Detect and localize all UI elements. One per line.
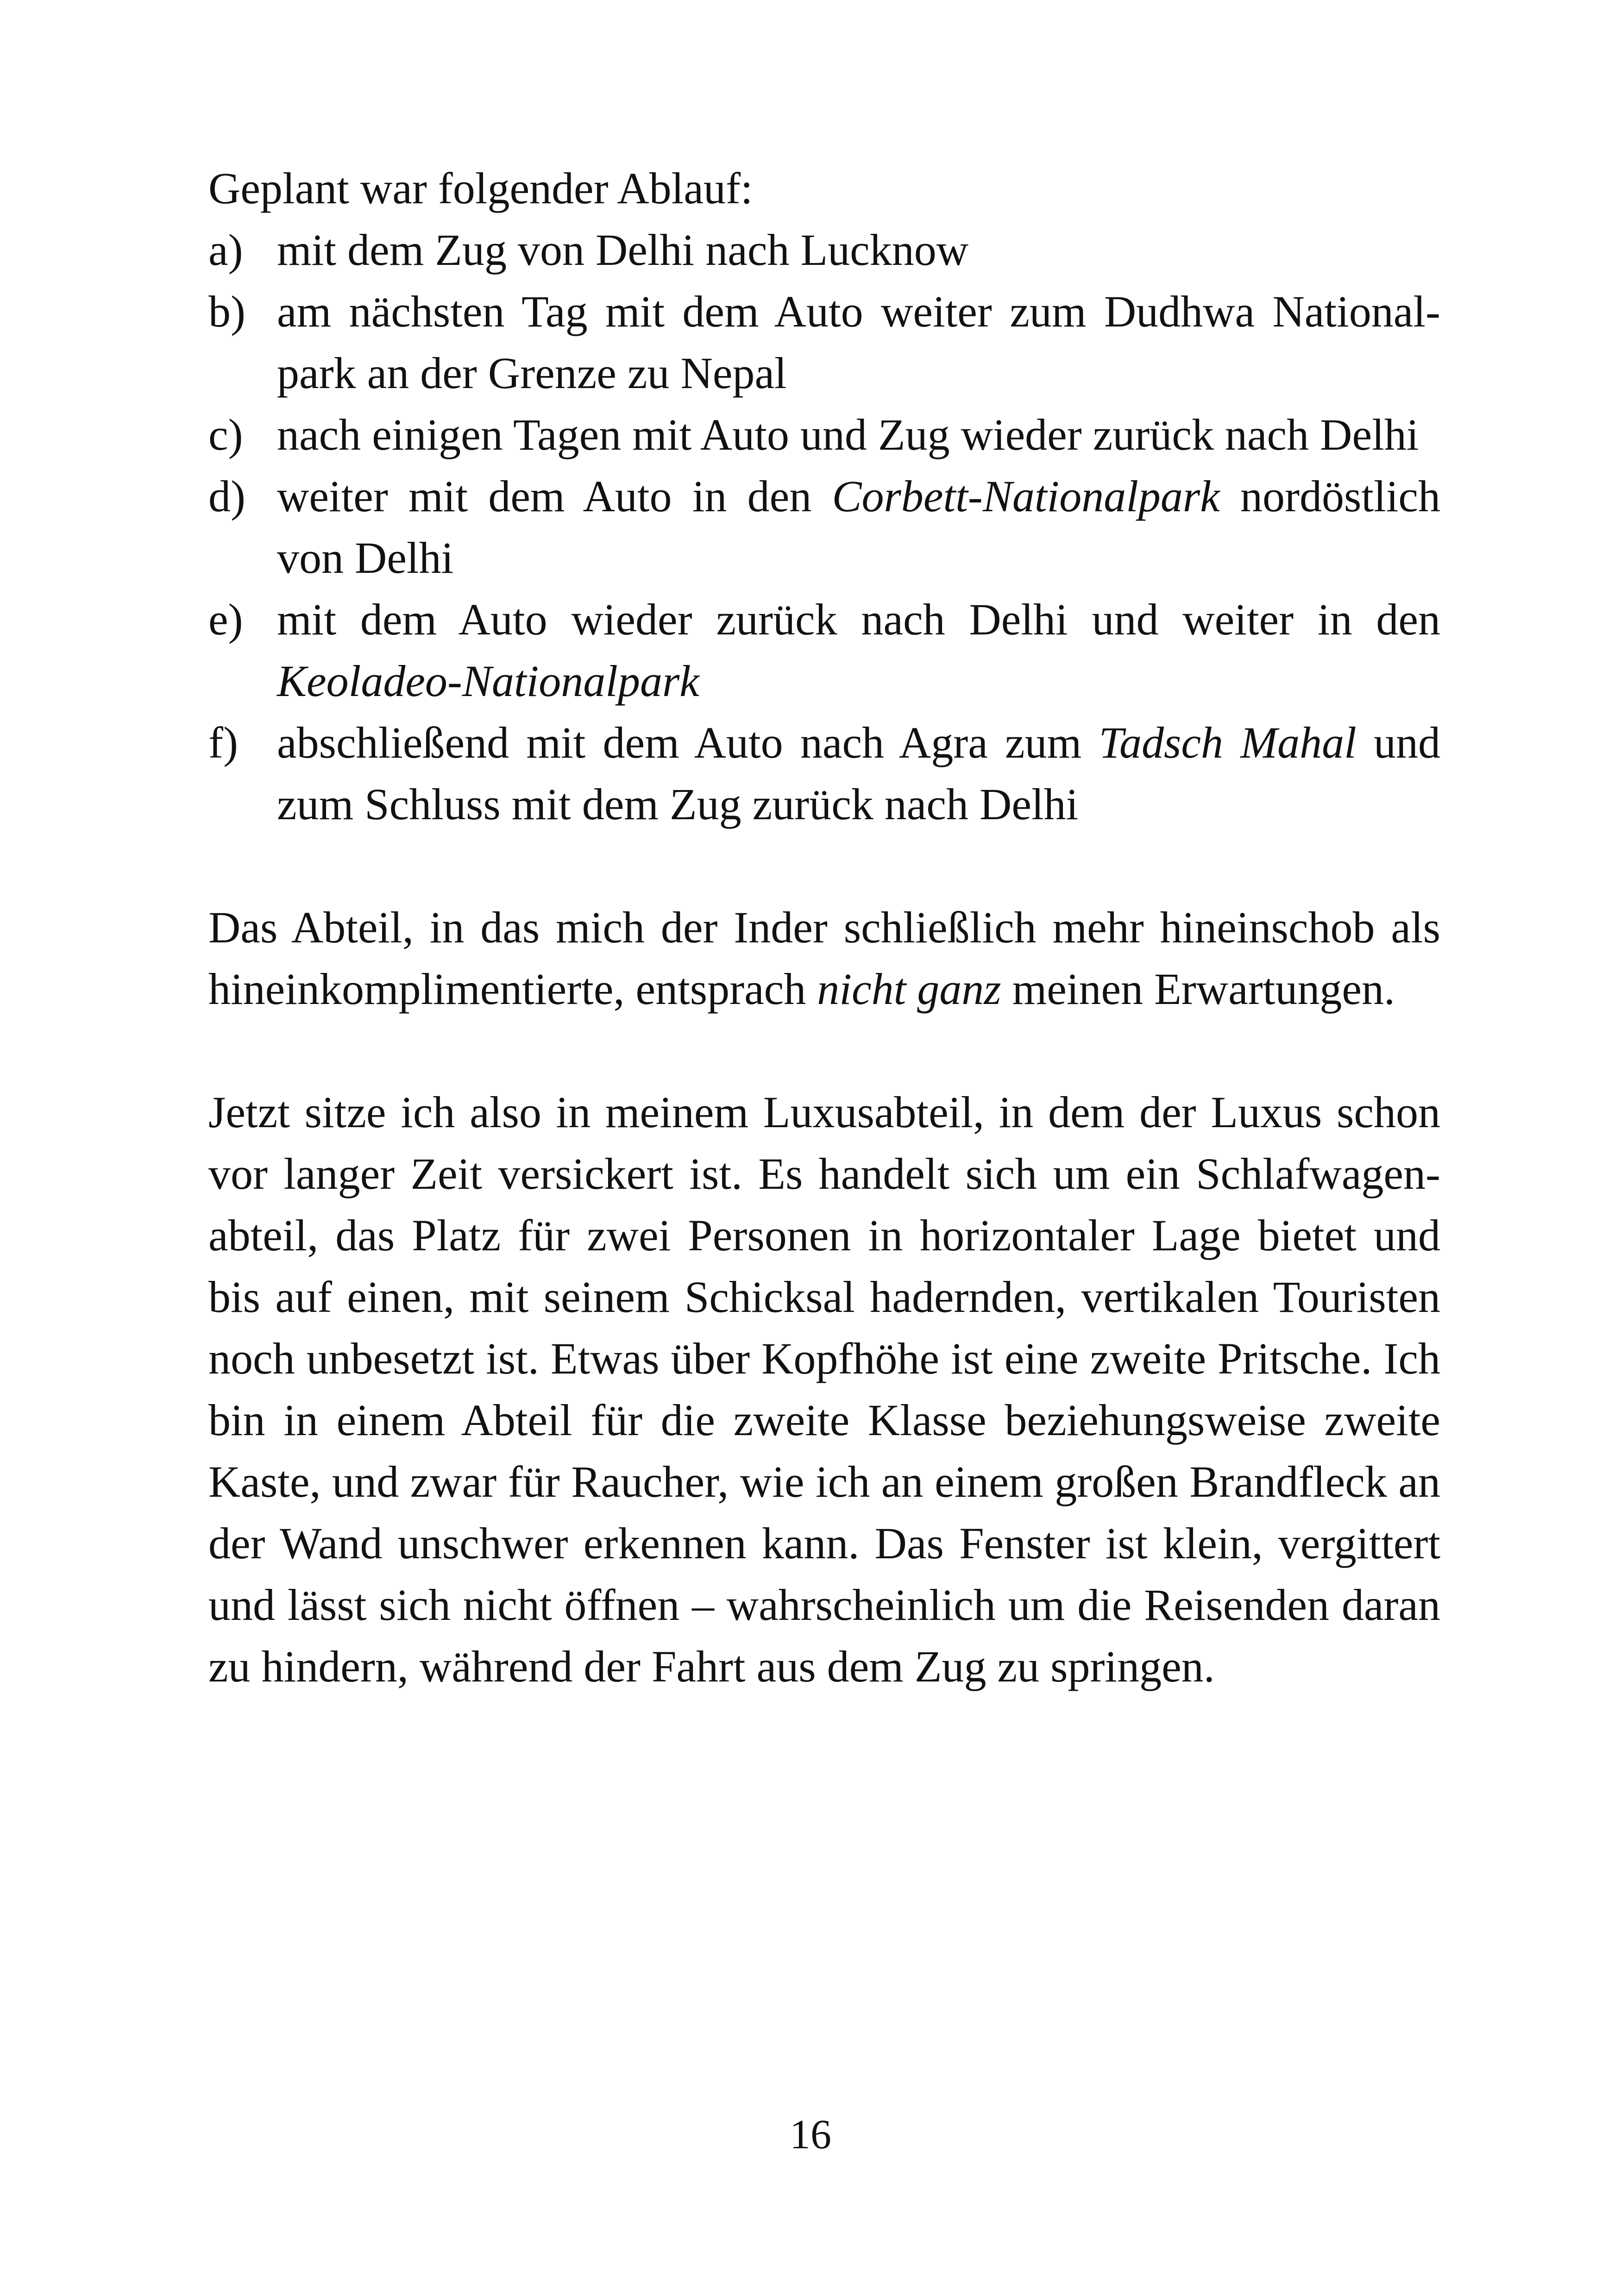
item-text-part: mit dem Zug von Delhi nach Lucknow [277, 225, 969, 275]
item-marker: e) [208, 595, 243, 644]
travel-schedule-list [208, 219, 1440, 835]
item-text-part: mit dem Auto wieder zurück nach Delhi und weiter in den [277, 595, 1440, 644]
schedule-item [208, 404, 1440, 465]
item-text-part: nordöstlich von Delhi [277, 471, 1441, 583]
item-text [277, 219, 1440, 281]
item-text [277, 712, 1440, 835]
item-text [277, 281, 1440, 404]
page-number: 16 [790, 2112, 831, 2158]
landmark-name-italic: Tadsch Mahal [1099, 718, 1357, 767]
paragraph-text: Das Abteil, in das mich der Inder schließlich mehr hineinschob als hineinkomplimentierte, entsprach [208, 903, 1440, 1014]
paragraph-gap [208, 835, 1440, 897]
schedule-item [208, 219, 1440, 281]
schedule-item [208, 281, 1440, 404]
schedule-item [208, 465, 1440, 589]
item-marker: f) [208, 718, 238, 767]
park-name-italic: Keoladeo-Nationalpark [277, 656, 699, 706]
intro-line: Geplant war folgender Ablauf: [208, 163, 753, 213]
schedule-item [208, 712, 1440, 835]
item-text-part: weiter mit dem Auto in den [277, 471, 832, 521]
page-body [208, 157, 1440, 1697]
item-text [277, 465, 1440, 589]
item-marker: c) [208, 410, 243, 459]
item-text-part: abschließend mit dem Auto nach Agra zum [277, 718, 1099, 767]
item-text [277, 404, 1440, 465]
park-name-italic: Corbett-Nationalpark [832, 471, 1220, 521]
paragraph-text: meinen Erwartungen. [1001, 964, 1395, 1014]
luxury-compartment-paragraph: Jetzt sitze ich also in meinem Luxusabteil, in dem der Luxus schon vor langer Zeit versickert ist. Es handelt sich um ein Schlafwagenabteil, das Platz für zwei Personen in horizontaler Lage bietet und bis auf einen, mit seinem Schicksal hadernden, vertikalen Touristen noch unbesetzt ist. Etwas über Kopfhöhe ist eine zweite Pritsche. Ich bin in einem Abteil für die zweite Klasse beziehungsweise zweite Kaste, und zwar für Raucher, wie ich an einem großen Brandfleck an der Wand unschwer erkennen kann. Das Fenster ist klein, vergittert und lässt sich nicht öffnen – wahrscheinlich um die Reisenden daran zu hindern, während der Fahrt aus dem Zug zu springen. [208, 1087, 1440, 1691]
item-text [277, 589, 1440, 712]
item-marker: a) [208, 225, 243, 275]
paragraph-gap [208, 1020, 1440, 1081]
item-text-part: am nächsten Tag mit dem Auto weiter zum Dudhwa Nationalpark an der Grenze zu Nepal [277, 287, 1440, 398]
item-text-part: und zum Schluss mit dem Zug zurück nach Delhi [277, 718, 1441, 829]
item-text-part: nach einigen Tagen mit Auto und Zug wieder zurück nach Delhi [277, 410, 1419, 459]
compartment-paragraph [208, 897, 1440, 1020]
schedule-item [208, 589, 1440, 712]
item-marker: d) [208, 471, 245, 521]
emphasis-italic: nicht ganz [817, 964, 1001, 1014]
item-marker: b) [208, 287, 245, 336]
